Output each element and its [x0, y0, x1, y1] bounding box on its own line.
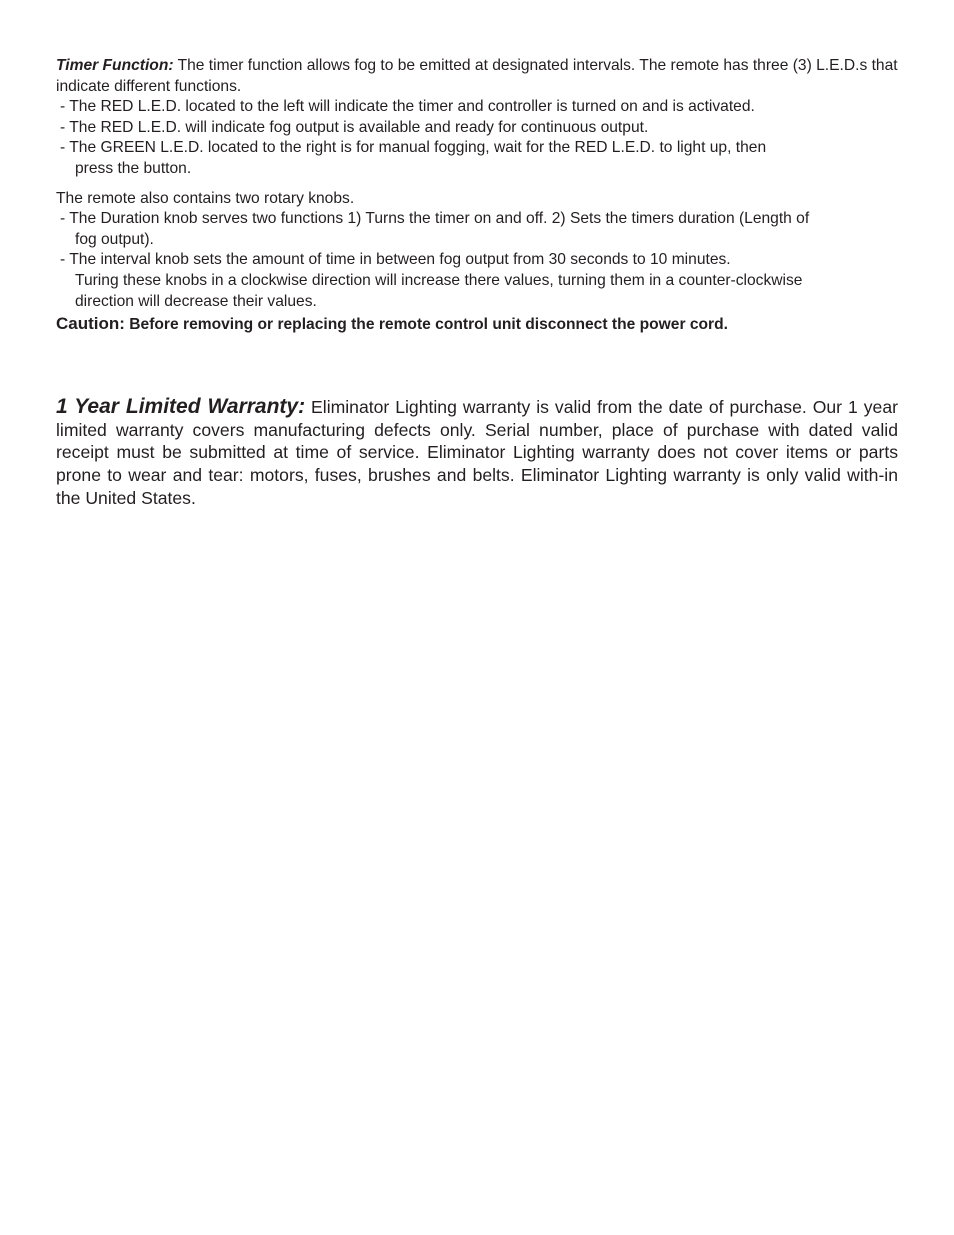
led-item-green-continuation: press the button. [75, 159, 192, 177]
duration-knob-item: - The Duration knob serves two functions 1) Turns the timer on and off. 2) Sets the timers duration (Length of [60, 210, 810, 228]
interval-knob-continuation-2: direction will decrease their values. [75, 292, 317, 310]
document-page [56, 56, 898, 527]
caution-text: Before removing or replacing the remote control unit disconnect the power cord. [124, 316, 728, 334]
timer-function-section [56, 56, 898, 336]
led-item-red-output: - The RED L.E.D. will indicate fog output is available and ready for continuous output. [60, 118, 649, 136]
warranty-paragraph [56, 396, 898, 510]
led-item-green-manual: - The GREEN L.E.D. located to the right is for manual fogging, wait for the RED L.E.D. to light up, then [60, 139, 767, 157]
timer-intro-text: The timer function allows fog to be emitted at designated intervals. The remote has three (3) L.E.D.s that indicate different functions. [56, 57, 898, 95]
warranty-body: Eliminator Lighting warranty is valid from the date of purchase. Our 1 year limited warranty covers manufacturing defects only. Serial number, place of purchase with dated valid receipt must be submitted at time of service. Eliminator Lighting warranty does not cover items or parts prone to wear and tear: motors, fuses, brushes and belts. Eliminator Lighting warranty is only valid with-in the United States. [56, 396, 898, 508]
timer-function-title: Timer Function: [56, 57, 174, 74]
knobs-intro: The remote also contains two rotary knobs. [56, 189, 355, 207]
warranty-title: 1 Year Limited Warranty: [56, 394, 306, 418]
led-item-red-timer: - The RED L.E.D. located to the left will indicate the timer and controller is turned on and is activated. [60, 98, 755, 116]
caution-notice [56, 314, 898, 336]
interval-knob-continuation-1: Turing these knobs in a clockwise direction will increase there values, turning them in a counter-clockwise [75, 271, 803, 289]
caution-label: Caution: [56, 314, 125, 334]
duration-knob-continuation: fog output). [75, 230, 154, 248]
timer-intro-paragraph [56, 56, 898, 97]
interval-knob-item: - The interval knob sets the amount of time in between fog output from 30 seconds to 10 minutes. [60, 251, 731, 269]
